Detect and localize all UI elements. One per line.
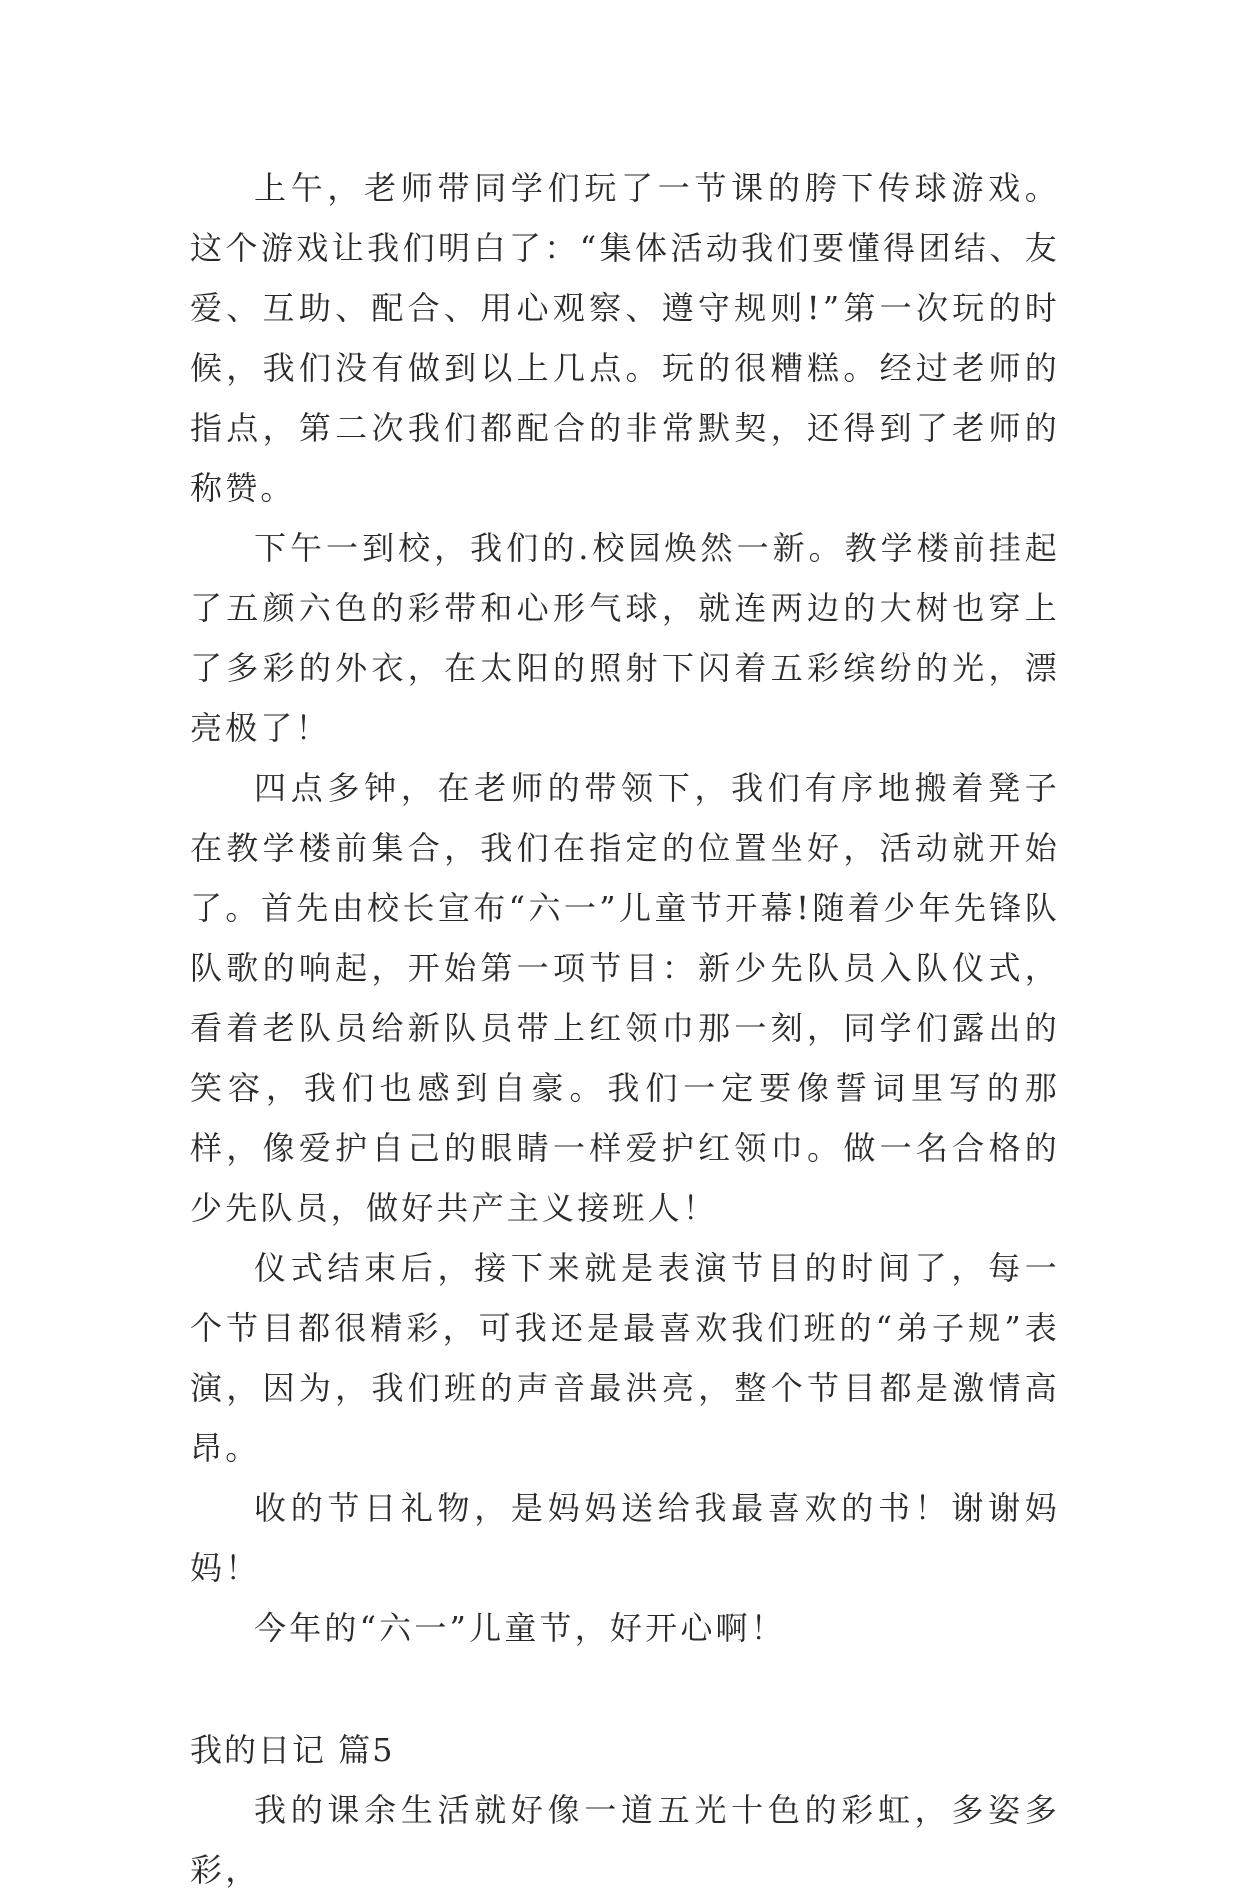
paragraph-morning-game: 上午，老师带同学们玩了一节课的胯下传球游戏。这个游戏让我们明白了：“集体活动我们要懂得团结、友爱、互助、配合、用心观察、遵守规则!”第一次玩的时候，我们没有做到以上几点。玩的很糟糕。经过老师的指点，第二次我们都配合的非常默契，还得到了老师的称赞。 — [190, 169, 1060, 507]
paragraph-performance: 仪式结束后，接下来就是表演节目的时间了，每一个节目都很精彩，可我还是最喜欢我们班的“弟子规”表演，因为，我们班的声音最洪亮，整个节目都是激情高昂。 — [190, 1249, 1060, 1467]
paragraph-conclusion: 今年的“六一”儿童节，好开心啊！ — [254, 1609, 786, 1647]
document-body — [190, 158, 1060, 1900]
paragraph-ceremony: 四点多钟，在老师的带领下，我们有序地搬着凳子在教学楼前集合，我们在指定的位置坐好，活动就开始了。首先由校长宣布“六一”儿童节开幕!随着少年先锋队队歌的响起，开始第一项节目：新少先队员入队仪式，看着老队员给新队员带上红领巾那一刻，同学们露出的笑容，我们也感到自豪。我们一定要像誓词里写的那样，像爱护自己的眼睛一样爱护红领巾。做一名合格的少先队员，做好共产主义接班人！ — [190, 769, 1060, 1227]
section-title: 我的日记 篇5 — [190, 1731, 395, 1769]
paragraph-afternoon-campus: 下午一到校，我们的.校园焕然一新。教学楼前挂起了五颜六色的彩带和心形气球，就连两边的大树也穿上了多彩的外衣，在太阳的照射下闪着五彩缤纷的光，漂亮极了！ — [190, 529, 1060, 747]
paragraph-extracurricular: 我的课余生活就好像一道五光十色的彩虹，多姿多彩， — [190, 1791, 1060, 1889]
paragraph-gift: 收的节日礼物，是妈妈送给我最喜欢的书！谢谢妈妈！ — [190, 1489, 1060, 1587]
